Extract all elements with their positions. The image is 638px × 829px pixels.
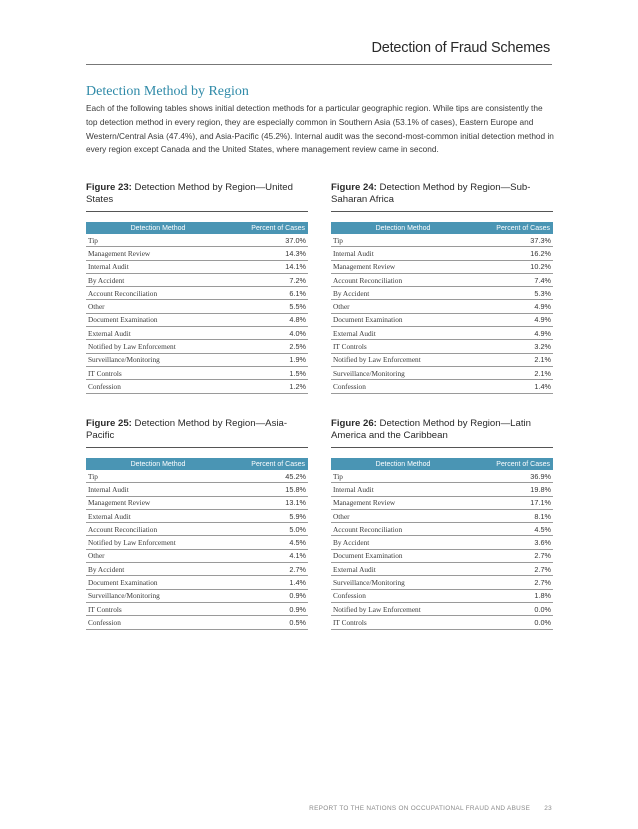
table-row: [86, 247, 308, 260]
detection-method-cell: Internal Audit: [86, 260, 230, 273]
percent-of-cases-cell: 5.0%: [230, 523, 308, 536]
footer-report-title: REPORT TO THE NATIONS ON OCCUPATIONAL FRAUD AND ABUSE: [309, 805, 531, 812]
table-row: [86, 483, 308, 496]
detection-method-cell: Notified by Law Enforcement: [331, 602, 475, 615]
detection-method-cell: Confession: [86, 380, 230, 393]
intro-paragraph: Each of the following tables shows initial detection methods for a particular geographic region. While tips are consistently the top detection method in every region, they are especially common in Southern Asia (53.1% of cases), Eastern Europe and Western/Central Asia (47.4%), and Asia-Pacific (45.2%). Internal audit was the second-most-common initial detection method in every region except Canada and the United States, where management review came in second.: [86, 103, 554, 155]
percent-of-cases-cell: 2.7%: [230, 563, 308, 576]
caption-divider: [86, 447, 308, 448]
detection-method-cell: Document Examination: [331, 549, 475, 562]
percent-of-cases-cell: 2.7%: [475, 549, 553, 562]
percent-of-cases-cell: 1.2%: [230, 380, 308, 393]
table-row: [86, 353, 308, 366]
caption-divider: [86, 211, 308, 212]
detection-method-cell: Confession: [86, 616, 230, 629]
percent-of-cases-cell: 14.3%: [230, 247, 308, 260]
detection-method-cell: Other: [86, 300, 230, 313]
percent-of-cases-cell: 2.1%: [475, 353, 553, 366]
table-row: [331, 563, 553, 576]
detection-method-cell: By Accident: [86, 273, 230, 286]
figure-title: Detection Method by Region—Asia-Pacific: [86, 418, 288, 441]
detection-method-cell: By Accident: [86, 563, 230, 576]
detection-method-cell: IT Controls: [86, 602, 230, 615]
page-footer: [309, 805, 552, 812]
table-row: [331, 234, 553, 247]
detection-method-cell: Tip: [331, 234, 475, 247]
detection-method-cell: Management Review: [86, 247, 230, 260]
table-row: [86, 260, 308, 273]
detection-method-cell: Surveillance/Monitoring: [86, 353, 230, 366]
header-divider: [86, 64, 552, 65]
table-row: [331, 470, 553, 483]
percent-of-cases-cell: 4.9%: [475, 300, 553, 313]
detection-method-cell: Confession: [331, 380, 475, 393]
figure-title: Detection Method by Region—Latin America and the Caribbean: [331, 418, 531, 441]
percent-of-cases-cell: 6.1%: [230, 287, 308, 300]
percent-of-cases-cell: 2.7%: [475, 576, 553, 589]
detection-method-cell: Other: [86, 549, 230, 562]
table-row: [86, 589, 308, 602]
detection-method-cell: Internal Audit: [331, 483, 475, 496]
detection-method-cell: Account Reconciliation: [86, 523, 230, 536]
percent-of-cases-cell: 1.4%: [475, 380, 553, 393]
detection-method-cell: Tip: [86, 470, 230, 483]
table-row: [331, 523, 553, 536]
detection-method-cell: Document Examination: [86, 313, 230, 326]
table-header-row: [86, 222, 308, 234]
detection-method-cell: Document Examination: [86, 576, 230, 589]
percent-of-cases-cell: 2.5%: [230, 340, 308, 353]
figure-label: Figure 24:: [331, 182, 377, 193]
table-header-row: [86, 458, 308, 470]
percent-of-cases-cell: 4.5%: [475, 523, 553, 536]
detection-method-cell: External Audit: [331, 563, 475, 576]
column-header-method: Detection Method: [331, 222, 475, 234]
table-row: [86, 602, 308, 615]
table-row: [86, 523, 308, 536]
percent-of-cases-cell: 0.0%: [475, 616, 553, 629]
detection-method-cell: Document Examination: [331, 313, 475, 326]
detection-method-cell: Notified by Law Enforcement: [86, 340, 230, 353]
figure-label: Figure 26:: [331, 418, 377, 429]
table-row: [331, 327, 553, 340]
percent-of-cases-cell: 4.9%: [475, 327, 553, 340]
figure-23: [86, 182, 308, 394]
detection-method-cell: Account Reconciliation: [86, 287, 230, 300]
detection-method-cell: Management Review: [331, 496, 475, 509]
detection-method-cell: Surveillance/Monitoring: [86, 589, 230, 602]
percent-of-cases-cell: 1.9%: [230, 353, 308, 366]
detection-method-cell: Notified by Law Enforcement: [86, 536, 230, 549]
table-row: [331, 509, 553, 522]
table-row: [86, 300, 308, 313]
table-row: [331, 483, 553, 496]
percent-of-cases-cell: 4.1%: [230, 549, 308, 562]
table-header-row: [331, 458, 553, 470]
percent-of-cases-cell: 37.3%: [475, 234, 553, 247]
detection-method-cell: Tip: [331, 470, 475, 483]
table-row: [86, 496, 308, 509]
detection-method-cell: Account Reconciliation: [331, 273, 475, 286]
detection-method-cell: By Accident: [331, 287, 475, 300]
table-row: [331, 602, 553, 615]
detection-method-cell: By Accident: [331, 536, 475, 549]
percent-of-cases-cell: 45.2%: [230, 470, 308, 483]
detection-method-cell: Account Reconciliation: [331, 523, 475, 536]
figure-caption: [86, 418, 308, 446]
figure-label: Figure 23:: [86, 182, 132, 193]
figure-title: Detection Method by Region—Sub-Saharan Africa: [331, 182, 531, 205]
figure-label: Figure 25:: [86, 418, 132, 429]
table-row: [331, 353, 553, 366]
table-row: [86, 273, 308, 286]
detection-method-cell: Other: [331, 509, 475, 522]
table-row: [331, 589, 553, 602]
column-header-percent: Percent of Cases: [230, 458, 308, 470]
percent-of-cases-cell: 5.5%: [230, 300, 308, 313]
detection-method-cell: Other: [331, 300, 475, 313]
table-header-row: [331, 222, 553, 234]
percent-of-cases-cell: 1.8%: [475, 589, 553, 602]
table-row: [331, 300, 553, 313]
page-header-title: Detection of Fraud Schemes: [371, 40, 550, 56]
percent-of-cases-cell: 0.5%: [230, 616, 308, 629]
caption-divider: [331, 211, 553, 212]
detection-table: [331, 458, 553, 630]
detection-table: [331, 222, 553, 394]
column-header-method: Detection Method: [86, 458, 230, 470]
table-row: [86, 576, 308, 589]
caption-divider: [331, 447, 553, 448]
table-row: [331, 273, 553, 286]
table-row: [86, 313, 308, 326]
figure-caption: [86, 182, 308, 210]
detection-table: [86, 458, 308, 630]
percent-of-cases-cell: 19.8%: [475, 483, 553, 496]
column-header-percent: Percent of Cases: [475, 222, 553, 234]
section-heading: Detection Method by Region: [86, 84, 249, 99]
detection-method-cell: Management Review: [86, 496, 230, 509]
detection-method-cell: IT Controls: [331, 616, 475, 629]
detection-method-cell: Surveillance/Monitoring: [331, 576, 475, 589]
detection-method-cell: Tip: [86, 234, 230, 247]
detection-method-cell: Management Review: [331, 260, 475, 273]
table-row: [331, 313, 553, 326]
percent-of-cases-cell: 0.9%: [230, 589, 308, 602]
detection-method-cell: External Audit: [86, 327, 230, 340]
percent-of-cases-cell: 10.2%: [475, 260, 553, 273]
percent-of-cases-cell: 3.2%: [475, 340, 553, 353]
percent-of-cases-cell: 17.1%: [475, 496, 553, 509]
percent-of-cases-cell: 15.8%: [230, 483, 308, 496]
column-header-method: Detection Method: [331, 458, 475, 470]
table-row: [86, 563, 308, 576]
percent-of-cases-cell: 4.9%: [475, 313, 553, 326]
percent-of-cases-cell: 13.1%: [230, 496, 308, 509]
table-row: [331, 496, 553, 509]
detection-method-cell: IT Controls: [86, 366, 230, 379]
table-row: [331, 576, 553, 589]
percent-of-cases-cell: 0.9%: [230, 602, 308, 615]
table-row: [331, 366, 553, 379]
detection-method-cell: Confession: [331, 589, 475, 602]
column-header-percent: Percent of Cases: [230, 222, 308, 234]
detection-method-cell: External Audit: [331, 327, 475, 340]
percent-of-cases-cell: 2.1%: [475, 366, 553, 379]
figure-caption: [331, 418, 553, 446]
percent-of-cases-cell: 4.5%: [230, 536, 308, 549]
percent-of-cases-cell: 3.6%: [475, 536, 553, 549]
table-row: [86, 287, 308, 300]
table-row: [331, 260, 553, 273]
figure-title: Detection Method by Region—United States: [86, 182, 293, 205]
detection-method-cell: Internal Audit: [331, 247, 475, 260]
percent-of-cases-cell: 16.2%: [475, 247, 553, 260]
percent-of-cases-cell: 0.0%: [475, 602, 553, 615]
table-row: [86, 536, 308, 549]
detection-table: [86, 222, 308, 394]
table-row: [86, 327, 308, 340]
page-number: 23: [544, 805, 552, 812]
percent-of-cases-cell: 5.9%: [230, 509, 308, 522]
figure-24: [331, 182, 553, 394]
table-row: [331, 549, 553, 562]
percent-of-cases-cell: 1.4%: [230, 576, 308, 589]
table-row: [86, 470, 308, 483]
column-header-method: Detection Method: [86, 222, 230, 234]
table-row: [86, 549, 308, 562]
detection-method-cell: IT Controls: [331, 340, 475, 353]
table-row: [86, 616, 308, 629]
figure-25: [86, 418, 308, 630]
table-row: [86, 509, 308, 522]
table-row: [331, 287, 553, 300]
detection-method-cell: External Audit: [86, 509, 230, 522]
percent-of-cases-cell: 5.3%: [475, 287, 553, 300]
table-row: [331, 247, 553, 260]
table-row: [331, 536, 553, 549]
percent-of-cases-cell: 14.1%: [230, 260, 308, 273]
table-row: [86, 340, 308, 353]
figure-caption: [331, 182, 553, 210]
table-row: [86, 234, 308, 247]
percent-of-cases-cell: 4.0%: [230, 327, 308, 340]
table-row: [331, 380, 553, 393]
detection-method-cell: Internal Audit: [86, 483, 230, 496]
column-header-percent: Percent of Cases: [475, 458, 553, 470]
percent-of-cases-cell: 4.8%: [230, 313, 308, 326]
percent-of-cases-cell: 2.7%: [475, 563, 553, 576]
percent-of-cases-cell: 36.9%: [475, 470, 553, 483]
percent-of-cases-cell: 1.5%: [230, 366, 308, 379]
figure-26: [331, 418, 553, 630]
percent-of-cases-cell: 7.4%: [475, 273, 553, 286]
table-row: [331, 340, 553, 353]
percent-of-cases-cell: 8.1%: [475, 509, 553, 522]
percent-of-cases-cell: 7.2%: [230, 273, 308, 286]
table-row: [331, 616, 553, 629]
table-row: [86, 366, 308, 379]
detection-method-cell: Surveillance/Monitoring: [331, 366, 475, 379]
table-row: [86, 380, 308, 393]
detection-method-cell: Notified by Law Enforcement: [331, 353, 475, 366]
percent-of-cases-cell: 37.0%: [230, 234, 308, 247]
